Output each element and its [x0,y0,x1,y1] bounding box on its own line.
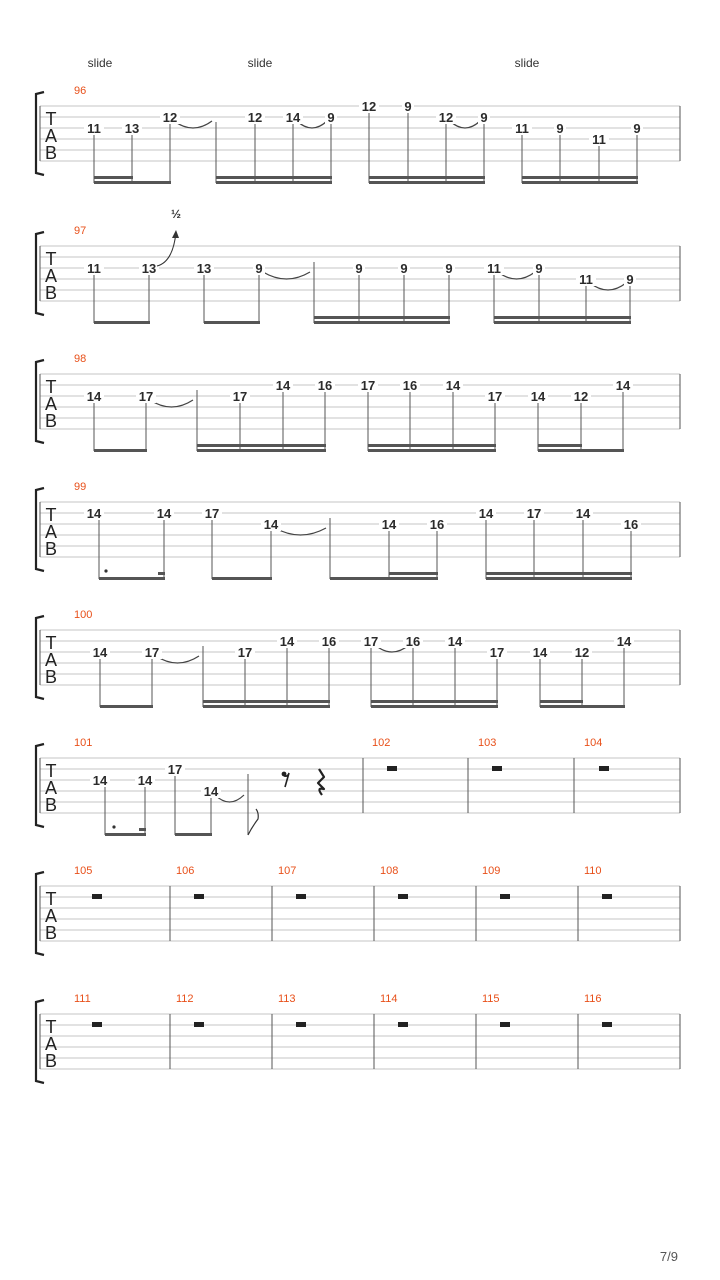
note-beam [314,321,450,324]
fret-number: 17 [526,506,542,521]
fret-number: 11 [515,121,529,136]
fret-number: 12 [573,389,589,404]
tab-system-5 [36,609,680,708]
fret-number: 11 [579,272,593,287]
note-beam [540,705,625,708]
fret-number: 14 [575,506,591,521]
bar-rest [194,894,204,899]
tie-arc [150,400,193,407]
measure-number: 98 [74,353,87,365]
fret-number: 11 [487,261,501,276]
fret-number: 13 [124,121,140,136]
fret-number: 16 [402,378,418,393]
fret-number: 14 [615,378,631,393]
bar-rest [398,894,408,899]
note-beam [368,449,496,452]
tie-arc [275,528,326,535]
fret-number: 14 [92,645,108,660]
fret-number: 9 [355,261,363,276]
note-beam [371,700,498,703]
note-beam [197,449,326,452]
fret-number: 12 [574,645,590,660]
note-beam [204,321,260,324]
measure-number: 96 [74,85,87,97]
note-beam [212,577,272,580]
note-beam [522,181,638,184]
fret-number: 16 [429,517,445,532]
fret-number: 12 [247,110,263,125]
measure-number: 106 [176,865,195,877]
tab-clef-letter: A [44,266,58,286]
measure-number: 101 [74,737,93,749]
fret-number: 13 [196,261,212,276]
fret-number: 14 [137,773,153,788]
fret-number: 14 [447,634,463,649]
note-beam [494,316,631,319]
measure-number: 111 [74,993,91,1005]
note-beam [369,181,485,184]
tab-system-1 [36,56,680,184]
note-beam [486,572,632,575]
bend-amount-label: ½ [170,207,182,221]
tab-clef-letter: B [44,411,58,431]
note-beam [538,444,582,447]
bar-rest [492,766,502,771]
fret-number: 16 [321,634,337,649]
tab-clef-letter: A [44,650,58,670]
note-beam [203,705,330,708]
tab-clef-letter: A [44,906,58,926]
fret-number: 9 [556,121,564,136]
fret-number: 17 [487,389,503,404]
fret-number: 17 [232,389,248,404]
fret-number: 9 [400,261,408,276]
fret-number: 17 [144,645,160,660]
note-beam [94,181,171,184]
note-beam [369,176,485,179]
rhythm-dot [104,569,107,572]
note-beam [216,181,332,184]
bar-rest [296,1022,306,1027]
tab-system-3 [36,353,680,452]
tab-clef-letter: B [44,539,58,559]
measure-number: 99 [74,481,87,493]
fret-number: 11 [87,261,101,276]
tab-clef-letter: A [44,126,58,146]
note-beam [371,705,498,708]
tab-clef-letter: T [45,761,57,781]
fret-number: 14 [445,378,461,393]
tab-system-8 [36,993,680,1083]
bar-rest [194,1022,204,1027]
note-beam [314,316,450,319]
fret-number: 14 [203,784,219,799]
tab-system-2 [36,207,680,324]
fret-number: 17 [363,634,379,649]
tab-clef-letter: T [45,249,57,269]
slide-label: slide [247,56,273,70]
page-number: 7/9 [659,1249,678,1264]
bar-rest [500,1022,510,1027]
fret-number: 14 [285,110,301,125]
rhythm-dot [112,825,115,828]
fret-number: 14 [275,378,291,393]
fret-number: 16 [623,517,639,532]
note-beam [94,321,150,324]
note-beam [389,572,438,575]
measure-number: 108 [380,865,399,877]
note-beam [158,572,165,575]
tab-clef-letter: A [44,778,58,798]
fret-number: 14 [616,634,632,649]
bend-arrowhead [172,230,179,238]
note-beam [203,700,330,703]
fret-number: 14 [381,517,397,532]
tab-clef-letter: B [44,795,58,815]
measure-number: 114 [380,993,398,1005]
fret-number: 12 [162,110,178,125]
tab-clef-letter: B [44,1051,58,1071]
note-beam [494,321,631,324]
note-beam [197,444,326,447]
fret-number: 9 [480,110,488,125]
tab-clef-letter: B [44,923,58,943]
note-beam [175,833,212,836]
measure-number: 102 [372,737,391,749]
tab-clef-letter: B [44,143,58,163]
fret-number: 17 [360,378,376,393]
note-beam [522,176,638,179]
fret-number: 14 [86,506,102,521]
bar-rest [387,766,397,771]
measure-number: 97 [74,225,87,237]
note-beam [538,449,624,452]
fret-number: 9 [404,99,412,114]
tab-clef-letter: A [44,1034,58,1054]
fret-number: 16 [405,634,421,649]
tab-clef-letter: B [44,283,58,303]
bar-rest [599,766,609,771]
note-beam [486,577,632,580]
fret-number: 17 [489,645,505,660]
fret-number: 14 [279,634,295,649]
fret-number: 11 [87,121,101,136]
slide-label: slide [514,56,540,70]
fret-number: 14 [86,389,102,404]
note-beam [99,577,165,580]
measure-number: 107 [278,865,297,877]
note-beam [139,828,146,831]
fret-number: 9 [626,272,634,287]
note-beam [216,176,332,179]
fret-number: 14 [156,506,172,521]
slide-label: slide [87,56,113,70]
tab-system-6 [36,737,680,836]
bar-rest [296,894,306,899]
measure-number: 104 [584,737,603,749]
fret-number: 13 [141,261,157,276]
tab-system-7 [36,865,680,955]
note-beam [330,577,438,580]
fret-number: 14 [532,645,548,660]
tab-system-4 [36,481,680,580]
tab-clef-letter: T [45,505,57,525]
bar-rest [602,1022,612,1027]
note-beam [94,449,147,452]
tie-arc [263,272,310,279]
fret-number: 12 [361,99,377,114]
fret-number: 17 [138,389,154,404]
tab-clef-letter: A [44,394,58,414]
bar-rest [602,894,612,899]
fret-number: 9 [255,261,263,276]
fret-number: 9 [327,110,335,125]
tab-clef-letter: A [44,522,58,542]
measure-number: 112 [176,993,194,1005]
bar-rest [92,894,102,899]
fret-number: 14 [530,389,546,404]
tab-clef-letter: T [45,377,57,397]
bar-rest [398,1022,408,1027]
note-beam [100,705,153,708]
measure-number: 100 [74,609,93,621]
fret-number: 9 [535,261,543,276]
fret-number: 17 [167,762,183,777]
fret-number: 9 [445,261,453,276]
measure-number: 116 [584,993,602,1005]
bar-rest [500,894,510,899]
fret-number: 14 [92,773,108,788]
bar-rest [92,1022,102,1027]
tab-clef-letter: B [44,667,58,687]
fret-number: 14 [263,517,279,532]
measure-number: 109 [482,865,501,877]
measure-number: 113 [278,993,296,1005]
tab-clef-letter: T [45,633,57,653]
note-beam [368,444,496,447]
measure-number: 115 [482,993,500,1005]
tab-clef-letter: T [45,1017,57,1037]
measure-number: 103 [478,737,497,749]
fret-number: 17 [204,506,220,521]
tie-arc [156,656,199,663]
tab-clef-letter: T [45,109,57,129]
measure-number: 110 [584,865,602,877]
fret-number: 11 [592,132,606,147]
fret-number: 9 [633,121,641,136]
fret-number: 12 [438,110,454,125]
note-beam [540,700,583,703]
tab-clef-letter: T [45,889,57,909]
fret-number: 17 [237,645,253,660]
fret-number: 14 [478,506,494,521]
measure-number: 105 [74,865,93,877]
note-beam [94,176,133,179]
fret-number: 16 [317,378,333,393]
note-beam [105,833,146,836]
